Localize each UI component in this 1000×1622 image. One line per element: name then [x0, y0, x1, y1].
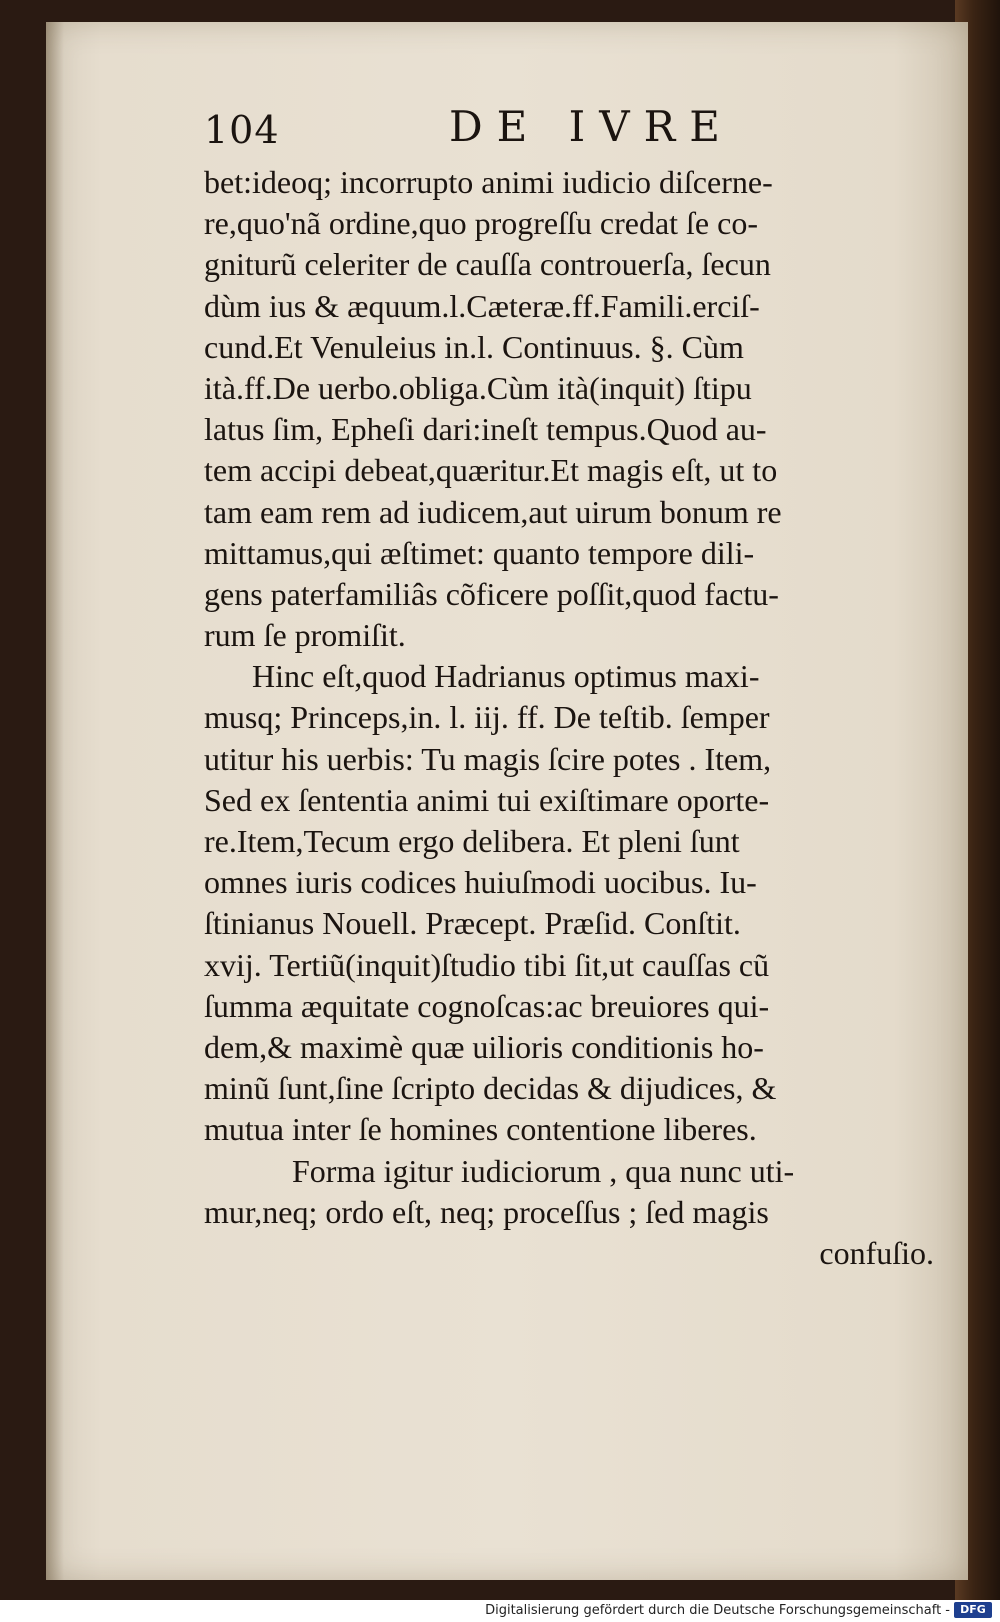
text-line: gniturũ celeriter de cauſſa controuerſa, ſecun [204, 246, 771, 283]
text-line: mur,neq; ordo eſt, neq; proceſſus ; ſed magis [204, 1193, 769, 1230]
text-line: rum ſe promiſit. [204, 617, 406, 654]
page-number: 104 [204, 108, 280, 152]
text-line: ſtinianus Nouell. Præcept. Præſid. Conſtit. [204, 905, 741, 942]
paragraph-start-line: Hinc eſt,quod Hadrianus optimus maxi- [252, 658, 760, 695]
text-line: tam eam rem ad iudicem,aut uirum bonum re [204, 493, 782, 530]
text-line: mutua inter ſe homines contentione liberes. [204, 1111, 757, 1148]
text-line: re,quo'nã ordine,quo progreſſu credat ſe co- [204, 205, 758, 242]
footer-credit: Digitalisierung gefördert durch die Deutsche Forschungsgemeinschaft - [485, 1603, 950, 1618]
text-line: omnes iuris codices huiuſmodi uocibus. Iu- [204, 864, 757, 901]
page-gutter-shadow [46, 22, 64, 1580]
text-line: cund.Et Venuleius in.l. Continuus. §. Cùm [204, 328, 744, 365]
text-line: tem accipi debeat,quæritur.Et magis eſt, ut to [204, 452, 778, 489]
text-line: Sed ex ſententia animi tui exiſtimare oporte- [204, 781, 770, 818]
paragraph-start-line: Forma igitur iudiciorum , qua nunc uti- [292, 1152, 795, 1189]
text-line: re.Item,Tecum ergo delibera. Et pleni ſunt [204, 823, 740, 859]
text-line: ità.ff.De uerbo.obliga.Cùm ità(inquit) ſtipu [204, 369, 752, 406]
page-header [204, 102, 904, 164]
text-line: musq; Princeps,in. l. iij. ff. De teſtib. ſemper [204, 699, 770, 736]
text-line: dem,& maximè quæ uilioris conditionis ho- [204, 1028, 764, 1065]
text-line: latus ſim, Epheſi dari:ineſt tempus.Quod au- [204, 411, 767, 448]
dfg-logo: DFG [954, 1602, 992, 1618]
text-line: minũ ſunt,ſine ſcripto decidas & dijudices, & [204, 1070, 777, 1107]
footer-bar [0, 1600, 1000, 1622]
catchword-line: confuſio. [819, 1234, 934, 1271]
text-line: utitur his uerbis: Tu magis ſcire potes . Item, [204, 740, 772, 777]
text-line: xvij. Tertiũ(inquit)ſtudio tibi ſit,ut cauſſas cũ [204, 946, 770, 983]
text-line: bet:ideoq; incorrupto animi iudicio diſcerne- [204, 164, 773, 200]
body-text [204, 162, 934, 1274]
text-line: gens paterfamiliâs cõficere poſſit,quod factu- [204, 575, 779, 612]
text-line: ſumma æquitate cognoſcas:ac breuiores qui- [204, 987, 770, 1024]
running-head: DE IVRE [449, 102, 734, 151]
text-line: mittamus,qui æſtimet: quanto tempore dili- [204, 534, 755, 571]
text-line: dùm ius & æquum.l.Cæteræ.ff.Famili.erciſ- [204, 287, 760, 324]
